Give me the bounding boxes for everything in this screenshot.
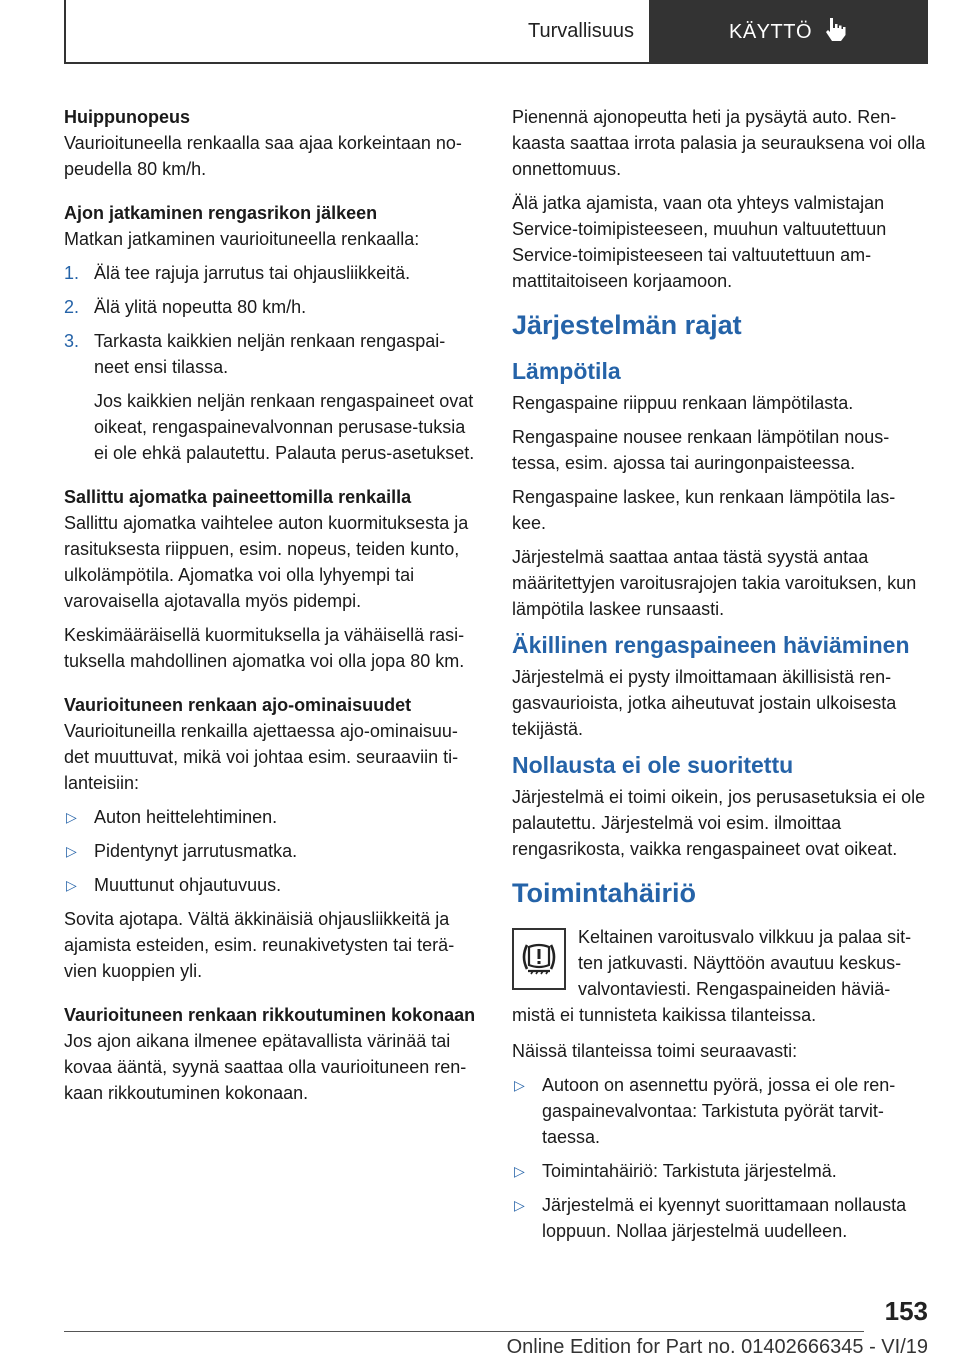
step-item <box>64 328 480 466</box>
list-item <box>64 872 480 898</box>
heading-ajo-ominaisuudet: Vaurioituneen renkaan ajo-ominaisuudet <box>64 695 412 715</box>
page-number: 153 <box>884 1296 928 1326</box>
heading-akillinen: Äkillinen rengaspaineen häviäminen <box>512 632 910 658</box>
right-column <box>512 104 928 1252</box>
step-number: 3. <box>64 331 80 351</box>
triangle-bullet-icon: ▷ <box>66 877 77 893</box>
bullet-list <box>512 1072 928 1244</box>
section-ajo-ominaisuudet <box>64 692 480 984</box>
step-item <box>64 294 480 320</box>
triangle-bullet-icon: ▷ <box>66 843 77 859</box>
heading-sallittu-ajomatka: Sallittu ajomatka paineettomilla renkailla <box>64 487 412 507</box>
list-item <box>512 1192 928 1244</box>
section-sallittu-ajomatka <box>64 484 480 674</box>
step-number: 1. <box>64 263 80 283</box>
footer-divider <box>64 1331 864 1332</box>
step-text: Älä tee rajuja jarrutus tai ohjausliikkeitä. <box>94 263 411 283</box>
list-item <box>512 1072 928 1150</box>
warning-note <box>512 924 928 1028</box>
paragraph: Järjestelmä ei toimi oikein, jos perusasetuksia ei ole palautettu. Järjestelmä voi esim. ilmoittaa rengasrikosta, vaikka rengaspaineet ovat oikeat. <box>512 787 926 859</box>
paragraph: Pienennä ajonopeutta heti ja pysäytä auto. Ren-kaasta saattaa irrota palasia ja seurauksena voi olla onnettomuus. <box>512 107 926 179</box>
triangle-bullet-icon: ▷ <box>514 1163 525 1179</box>
triangle-bullet-icon: ▷ <box>514 1197 525 1213</box>
paragraph: Jos ajon aikana ilmenee epätavallista värinää tai kovaa ääntä, syynä saattaa olla vaurioituneen ren-kaan rikkoutuminen kokonaan. <box>64 1031 467 1103</box>
page-header <box>64 0 928 64</box>
step-item <box>64 260 480 286</box>
paragraph: Matkan jatkaminen vaurioituneella renkaalla: <box>64 229 420 249</box>
left-column <box>64 104 480 1124</box>
list-item-text: Toimintahäiriö: Tarkistuta järjestelmä. <box>542 1161 837 1181</box>
paragraph: Älä jatka ajamista, vaan ota yhteys valmistajan Service-toimipisteeseen, muuhun valtuutettuun Service-toimipisteeseen tai valtuutettuun am-mattitaitoiseen korjaamoon. <box>512 193 887 291</box>
chapter-title: KÄYTTÖ <box>728 20 812 43</box>
heading-ajon-jatkaminen: Ajon jatkaminen rengasrikon jälkeen <box>64 203 378 223</box>
edition-note: Online Edition for Part no. 01402666345 - VI/19 <box>506 1336 928 1358</box>
paragraph: Rengaspaine riippuu renkaan lämpötilasta. <box>512 393 854 413</box>
list-item-text: Auton heittelehtiminen. <box>94 807 278 827</box>
section-rikkoutuminen <box>64 1002 480 1106</box>
section-title: Turvallisuus <box>528 19 634 42</box>
bullet-list <box>64 804 480 898</box>
paragraph: Keltainen varoitusvalo vilkkuu ja palaa sit-ten jatkuvasti. Näyttöön avautuu keskus-valvontaviesti. Rengaspaineiden häviä-mistä ei tunnisteta kaikissa tilanteissa. <box>512 927 912 1025</box>
chapter-tab <box>649 0 928 64</box>
step-text: Älä ylitä nopeutta 80 km/h. <box>94 297 307 317</box>
hand-pointer-icon <box>824 16 848 48</box>
list-item-text: Järjestelmä ei kyennyt suorittamaan nollausta loppuun. Nollaa järjestelmä uudelleen. <box>542 1195 907 1241</box>
triangle-bullet-icon: ▷ <box>66 809 77 825</box>
list-item-text: Muuttunut ohjautuvuus. <box>94 875 282 895</box>
paragraph: Vaurioituneilla renkailla ajettaessa ajo-ominaisuu-det muuttuvat, mikä voi johtaa esim. seuraaviin ti-lanteisiin: <box>64 721 459 793</box>
paragraph: Sovita ajotapa. Vältä äkkinäisiä ohjausliikkeitä ja ajamista esteiden, esim. reunakivetysten tai terä-vien kuoppien yli. <box>64 909 455 981</box>
step-number: 2. <box>64 297 80 317</box>
list-item <box>64 838 480 864</box>
paragraph: Rengaspaine nousee renkaan lämpötilan nous-tessa, esim. ajossa tai auringonpaisteessa. <box>512 427 890 473</box>
tire-pressure-warning-icon <box>512 928 566 990</box>
paragraph: Järjestelmä ei pysty ilmoittamaan äkillisistä ren-gasvaurioista, jotka aiheutuvat jostain ulkoisesta tekijästä. <box>512 667 897 739</box>
heading-huippunopeus: Huippunopeus <box>64 107 190 127</box>
paragraph: Näissä tilanteissa toimi seuraavasti: <box>512 1041 798 1061</box>
heading-lampotila: Lämpötila <box>512 358 621 384</box>
section-ajon-jatkaminen <box>64 200 480 466</box>
step-subtext: Jos kaikkien neljän renkaan rengaspaineet ovat oikeat, rengaspainevalvonnan perusase-tuksia ei ole ehkä palautettu. Palauta perus-asetukset. <box>94 391 475 463</box>
paragraph: Vaurioituneella renkaalla saa ajaa korkeintaan no-peudella 80 km/h. <box>64 133 462 179</box>
list-item-text: Pidentynyt jarrutusmatka. <box>94 841 298 861</box>
heading-jarjestelman-rajat: Järjestelmän rajat <box>512 310 742 340</box>
step-text: Tarkasta kaikkien neljän renkaan rengaspai-neet ensi tilassa. <box>94 331 446 377</box>
triangle-bullet-icon: ▷ <box>514 1077 525 1093</box>
paragraph: Järjestelmä saattaa antaa tästä syystä antaa määritettyjen varoitusrajojen takia varoituksen, kun lämpötila laskee runsaasti. <box>512 547 917 619</box>
paragraph: Rengaspaine laskee, kun renkaan lämpötila las-kee. <box>512 487 896 533</box>
list-item <box>512 1158 928 1184</box>
heading-toimintahairio: Toimintahäiriö <box>512 878 697 908</box>
list-item <box>64 804 480 830</box>
list-item-text: Autoon on asennettu pyörä, jossa ei ole ren-gaspainevalvontaa: Tarkistuta pyörät tarvit-taessa. <box>542 1075 896 1147</box>
section-huippunopeus <box>64 104 480 182</box>
heading-rikkoutuminen: Vaurioituneen renkaan rikkoutuminen kokonaan <box>64 1005 476 1025</box>
heading-nollausta: Nollausta ei ole suoritettu <box>512 752 794 778</box>
paragraph: Keskimääräisellä kuormituksella ja vähäisellä rasi-tuksella mahdollinen ajomatka voi olla jopa 80 km. <box>64 625 465 671</box>
paragraph: Sallittu ajomatka vaihtelee auton kuormituksesta ja rasituksesta riippuen, esim. nopeus, teiden kunto, ulkolämpötila. Ajomatka voi olla lyhyempi tai varovaisella ajotavalla myös pidempi. <box>64 513 469 611</box>
steps-list <box>64 260 480 466</box>
